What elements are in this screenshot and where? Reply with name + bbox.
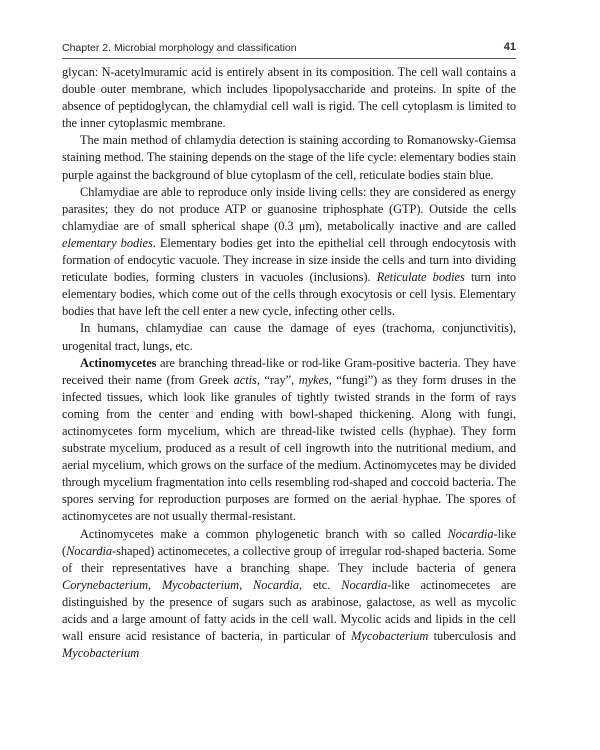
text-run: turn into elementary bodies, which come out of the cells through exocytosis or cell lysis. Elementary bodies that have left the cell enter a new cycle, infecting other cells. [62, 270, 517, 319]
italic-text: Mycobacterium [62, 646, 140, 661]
text-run: The main method of chlamydia detection is staining according to Romanowsky-Giemsa staining method. The staining depends on the stage of the life cycle: elementary bodies stain purple against the background of blue cytoplasm of the cell, reticulate bodies stain blue. [62, 133, 516, 182]
italic-text: Nocardia [66, 543, 113, 558]
bold-term: Actinomycetes [80, 355, 157, 370]
text-run: -shaped) actinomecetes, a collective group of irregular rod-shaped bacteria. Some of their representatives have a branching shape. They include bacteria of genera [62, 543, 516, 575]
chapter-title: Chapter 2. Microbial morphology and classification [62, 42, 297, 54]
text-run: , “fungi”) as they form druses in the infected tissues, which look like granules of tightly twisted strands in the form of rays coming from the center and ending with bowl-shaped thickening. Along with fungi, actinomycetes form mycelium, which are thread-like twisted cells (hyphae). They form substrate mycelium, produced as a result of cell ingrowth into the nutritional medium, and aerial mycelium, which grows on the surface of the medium. Actinomycetes may be divided through mycelium fragmentation into cells resembling rod-shaped and coccoid bacteria. The spores serving for reproduction purposes are formed on the aerial hyphae. The spores of actinomycetes are not usually thermal-resistant. [62, 372, 516, 524]
paragraph [62, 184, 516, 321]
text-run: , etc. [299, 577, 342, 592]
italic-text: mykes [298, 372, 329, 387]
text-run: Actinomycetes make a common phylogenetic branch with so called [80, 526, 448, 541]
italic-text: Nocardia [253, 577, 299, 592]
page-number: 41 [503, 41, 516, 53]
paragraph [62, 355, 516, 526]
italic-text: Nocardia [447, 526, 494, 541]
body-text [62, 64, 516, 662]
italic-text: Corynebacterium [62, 577, 148, 592]
italic-text: Mycobacterium [161, 577, 240, 592]
italic-text: Reticulate bodies [376, 270, 465, 285]
paragraph [62, 132, 516, 183]
text-run: glycan: N-acetylmuramic acid is entirely absent in its composition. The cell wall contains a double outer membrane, which includes lipopolysaccharide and proteins. In spite of the absence of peptidoglycan, the chlamydial cell wall is rigid. The cell cytoplasm is limited to the inner cytoplasmic membrane. [62, 65, 516, 131]
text-run: -like ( [62, 526, 516, 558]
text-run: are branching thread-like or rod-like Gram-positive bacteria. They have received their name (from Greek [62, 355, 516, 387]
paragraph [62, 526, 516, 663]
italic-text: elementary bodies [62, 235, 153, 250]
italic-text: Nocardia [341, 577, 388, 592]
italic-text: actis [233, 372, 257, 387]
text-run: , [239, 577, 254, 592]
text-run: tuberculosis and [428, 629, 516, 644]
italic-text: Mycobacterium [351, 629, 429, 644]
text-run: , [147, 577, 162, 592]
text-run: , “ray”, [256, 372, 299, 387]
text-run: -like actinomecetes are distinguished by the presence of sugars such as arabinose, galactose, as well as mycolic acids and a large amount of fatty acids in the cell wall. Mycolic acids and lipids in the cell wall ensure acid resistance of bacteria, in particular of [62, 577, 516, 644]
text-run: Chlamydiae are able to reproduce only inside living cells: they are considered as energy parasites; they do not produce ATP or guanosine triphosphate (GTP). Outside the cells chlamydiae are of small spherical shape (0.3 μm), metabolically inactive and are called [62, 184, 516, 233]
running-header [62, 40, 516, 59]
paragraph [62, 64, 516, 132]
paragraph [62, 320, 516, 354]
text-run: . Elementary bodies get into the epithelial cell through endocytosis with formation of endocytic vacuole. They increase in size inside the cells and turn into dividing reticulate bodies, forming clusters in vacuoles (inclusions). [62, 235, 516, 285]
text-run: In humans, chlamydiae can cause the damage of eyes (trachoma, conjunctivitis), urogenital tract, lungs, etc. [62, 321, 516, 353]
